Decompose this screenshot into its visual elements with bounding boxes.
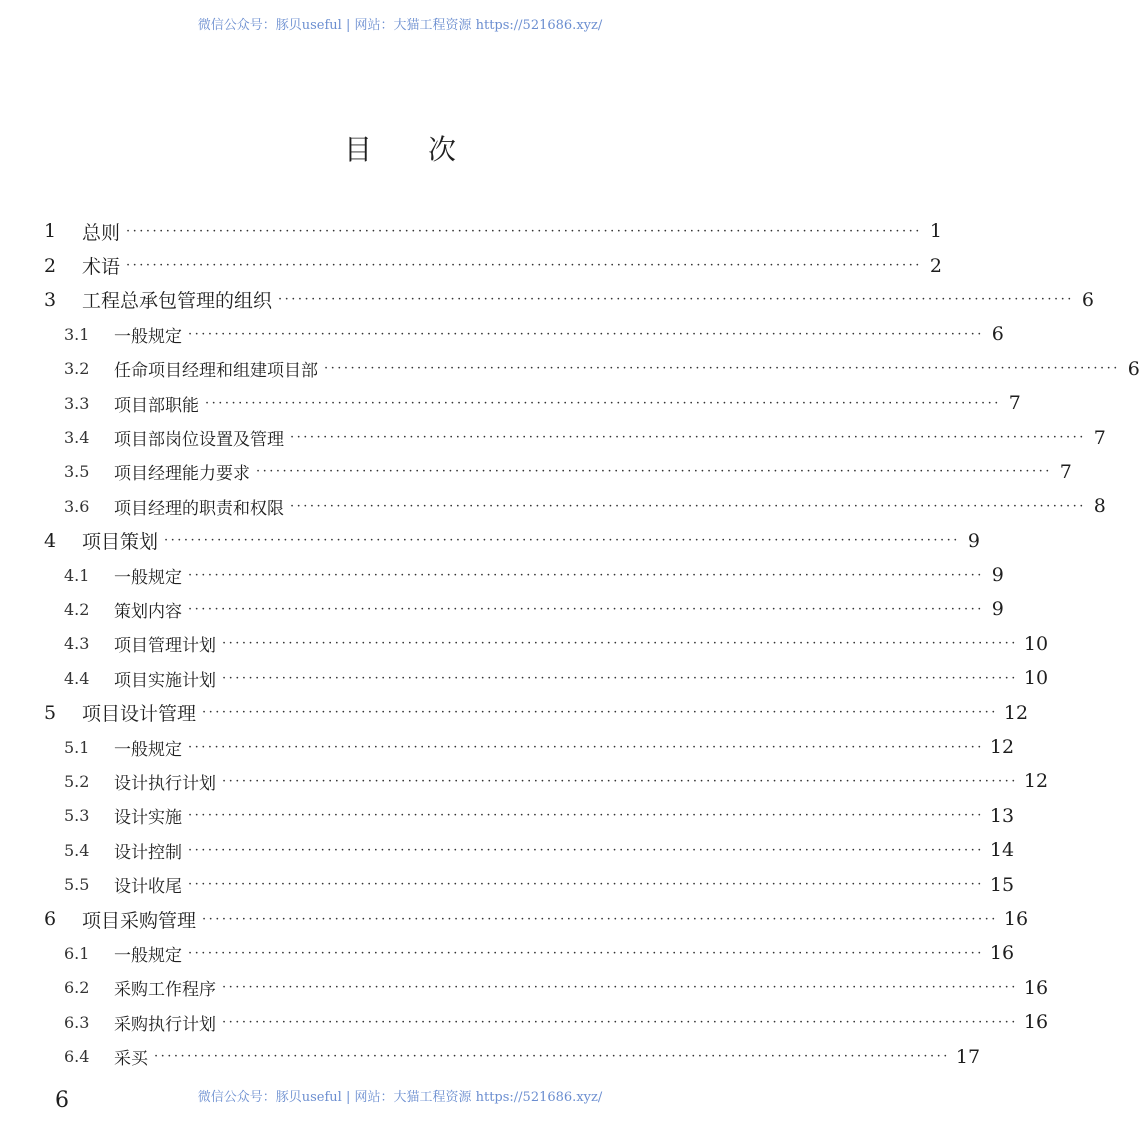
dot-leader: ························································································································ xyxy=(222,773,1018,789)
dot-leader: ························································································································ xyxy=(188,808,984,824)
toc-entry-title: 设计执行计划 xyxy=(114,773,216,794)
toc-entry-number: 5 xyxy=(44,701,57,724)
toc-entry-number: 5.5 xyxy=(64,875,90,895)
toc-entry-title: 一般规定 xyxy=(114,945,182,966)
toc-entry-number: 4.4 xyxy=(64,668,90,688)
toc-entry-title: 工程总承包管理的组织 xyxy=(82,290,273,313)
toc-entry-title: 项目管理计划 xyxy=(114,636,216,657)
toc-entry-title: 采买 xyxy=(114,1049,148,1070)
toc-entry-number: 3.2 xyxy=(64,359,90,379)
dot-leader: ························································································································ xyxy=(126,258,922,274)
toc-entry-number: 2 xyxy=(44,254,57,277)
toc-entry[interactable] xyxy=(40,455,1072,489)
dot-leader: ························································································································ xyxy=(188,877,984,893)
dot-leader: ························································································································ xyxy=(205,395,1001,411)
toc-entry[interactable] xyxy=(40,764,1049,798)
toc-entry-number: 5.4 xyxy=(64,840,90,860)
toc-entry-page: 14 xyxy=(989,839,1015,862)
toc-entry-title: 设计实施 xyxy=(114,808,182,829)
toc-entry-page: 16 xyxy=(1023,1011,1049,1034)
dot-leader: ························································································································ xyxy=(188,842,984,858)
toc-entry-number: 3.1 xyxy=(64,324,90,344)
toc-entry[interactable] xyxy=(40,352,1140,386)
toc-entry-number: 4 xyxy=(44,529,57,552)
toc-entry[interactable] xyxy=(40,317,1004,351)
toc-entry[interactable] xyxy=(40,627,1049,661)
dot-leader: ························································································································ xyxy=(290,430,1086,446)
toc-entry-title: 项目经理的职责和权限 xyxy=(114,498,284,519)
dot-leader: ························································································································ xyxy=(222,980,1018,996)
toc-entry-page: 7 xyxy=(1093,426,1106,449)
dot-leader: ························································································································ xyxy=(278,292,1074,308)
dot-leader: ························································································································ xyxy=(188,601,984,617)
dot-leader: ························································································································ xyxy=(188,739,984,755)
toc-entry[interactable] xyxy=(40,902,1029,936)
toc-entry-number: 3.6 xyxy=(64,496,90,516)
toc-entry-page: 7 xyxy=(1008,392,1021,415)
toc-entry-title: 设计控制 xyxy=(114,842,182,863)
watermark-bottom: 微信公众号：豚贝useful | 网站：大猫工程资源 https://521686.xyz/ xyxy=(197,1090,603,1105)
toc-entry[interactable] xyxy=(40,1005,1049,1039)
dot-leader: ························································································································ xyxy=(222,636,1018,652)
toc-entry[interactable] xyxy=(40,971,1049,1005)
dot-leader: ························································································································ xyxy=(222,1014,1018,1030)
toc-entry-page: 9 xyxy=(991,564,1004,587)
toc-entry-page: 12 xyxy=(1003,701,1029,724)
toc-entry-page: 10 xyxy=(1023,667,1049,690)
toc-entry-page: 6 xyxy=(991,323,1004,346)
toc-entry-page: 12 xyxy=(1023,770,1049,793)
dot-leader: ························································································································ xyxy=(324,361,1120,377)
toc-entry-page: 16 xyxy=(1023,976,1049,999)
toc-entry-page: 9 xyxy=(967,529,980,552)
toc-entry-page: 9 xyxy=(991,598,1004,621)
dot-leader: ························································································································ xyxy=(164,533,960,549)
page-number: 6 xyxy=(55,1088,69,1113)
toc-entry[interactable] xyxy=(40,420,1106,454)
toc-entry-page: 8 xyxy=(1093,495,1106,518)
toc-entry-number: 6.2 xyxy=(64,978,90,998)
toc-entry[interactable] xyxy=(40,283,1094,317)
dot-leader: ························································································································ xyxy=(202,911,998,927)
toc-entry[interactable] xyxy=(40,248,942,282)
dot-leader: ························································································································ xyxy=(202,705,998,721)
toc-entry-page: 1 xyxy=(929,220,942,243)
watermark-top: 微信公众号：豚贝useful | 网站：大猫工程资源 https://521686.xyz/ xyxy=(197,18,603,33)
toc-entry-page: 2 xyxy=(929,254,942,277)
dot-leader: ························································································································ xyxy=(256,464,1052,480)
dot-leader: ························································································································ xyxy=(222,670,1018,686)
dot-leader: ························································································································ xyxy=(188,567,984,583)
toc-entry[interactable] xyxy=(40,558,1004,592)
toc-entry[interactable] xyxy=(40,1039,981,1073)
toc-entry[interactable] xyxy=(40,936,1015,970)
toc-entry[interactable] xyxy=(40,799,1015,833)
dot-leader: ························································································································ xyxy=(188,326,984,342)
toc-entry-page: 16 xyxy=(1003,908,1029,930)
toc-entry-page: 12 xyxy=(989,736,1015,759)
toc-entry-title: 采购工作程序 xyxy=(114,980,216,1001)
table-of-contents xyxy=(40,214,1140,1074)
toc-entry[interactable] xyxy=(40,386,1021,420)
toc-entry-number: 5.3 xyxy=(64,806,90,826)
toc-entry[interactable] xyxy=(40,489,1106,523)
toc-entry-page: 15 xyxy=(989,873,1015,896)
toc-entry-number: 6.4 xyxy=(64,1047,90,1067)
toc-entry-number: 4.2 xyxy=(64,599,90,619)
page-title: 目次 xyxy=(343,133,512,166)
toc-entry-title: 设计收尾 xyxy=(114,877,182,898)
toc-entry-number: 5.2 xyxy=(64,771,90,791)
toc-entry-page: 17 xyxy=(955,1045,981,1068)
toc-entry[interactable] xyxy=(40,833,1015,867)
toc-entry[interactable] xyxy=(40,695,1029,729)
toc-entry-title: 策划内容 xyxy=(114,601,182,622)
toc-entry-title: 任命项目经理和组建项目部 xyxy=(114,361,318,382)
toc-entry-number: 3.3 xyxy=(64,393,90,413)
toc-entry-title: 项目采购管理 xyxy=(82,909,197,932)
toc-entry[interactable] xyxy=(40,867,1015,901)
toc-entry-title: 项目经理能力要求 xyxy=(114,464,250,485)
toc-entry[interactable] xyxy=(40,661,1049,695)
dot-leader: ························································································································ xyxy=(126,223,922,239)
toc-entry-page: 6 xyxy=(1081,288,1094,311)
toc-entry-number: 6.3 xyxy=(64,1012,90,1032)
toc-entry-number: 6.1 xyxy=(64,943,90,963)
toc-entry-title: 一般规定 xyxy=(114,326,182,347)
dot-leader: ························································································································ xyxy=(188,945,984,961)
toc-entry-title: 一般规定 xyxy=(114,567,182,588)
dot-leader: ························································································································ xyxy=(290,498,1086,514)
toc-entry-number: 4.3 xyxy=(64,634,90,654)
toc-entry-title: 项目部职能 xyxy=(114,395,199,416)
toc-entry-title: 术语 xyxy=(82,256,121,279)
toc-entry-page: 10 xyxy=(1023,632,1049,655)
toc-entry-page: 7 xyxy=(1059,460,1072,483)
toc-entry-page: 13 xyxy=(989,804,1015,827)
dot-leader: ························································································································ xyxy=(154,1049,950,1065)
toc-entry-title: 一般规定 xyxy=(114,739,182,760)
toc-entry-number: 5.1 xyxy=(64,737,90,757)
toc-entry-number: 6 xyxy=(44,908,57,930)
toc-entry[interactable] xyxy=(40,524,980,558)
toc-entry-number: 3.5 xyxy=(64,462,90,482)
toc-entry[interactable] xyxy=(40,730,1015,764)
toc-entry-number: 4.1 xyxy=(64,565,90,585)
toc-entry-number: 3.4 xyxy=(64,428,90,448)
toc-entry-title: 项目实施计划 xyxy=(114,670,216,691)
toc-entry-title: 采购执行计划 xyxy=(114,1014,216,1035)
toc-entry-page: 6 xyxy=(1127,357,1140,380)
toc-entry-number: 3 xyxy=(44,288,57,311)
toc-entry-page: 16 xyxy=(989,942,1015,965)
toc-entry[interactable] xyxy=(40,592,1004,626)
toc-entry-title: 项目部岗位设置及管理 xyxy=(114,430,284,451)
toc-entry-title: 项目策划 xyxy=(82,531,159,554)
toc-entry-number: 1 xyxy=(44,220,57,243)
toc-entry-title: 项目设计管理 xyxy=(82,703,197,726)
toc-entry[interactable] xyxy=(40,214,942,248)
toc-entry-title: 总则 xyxy=(82,221,121,244)
